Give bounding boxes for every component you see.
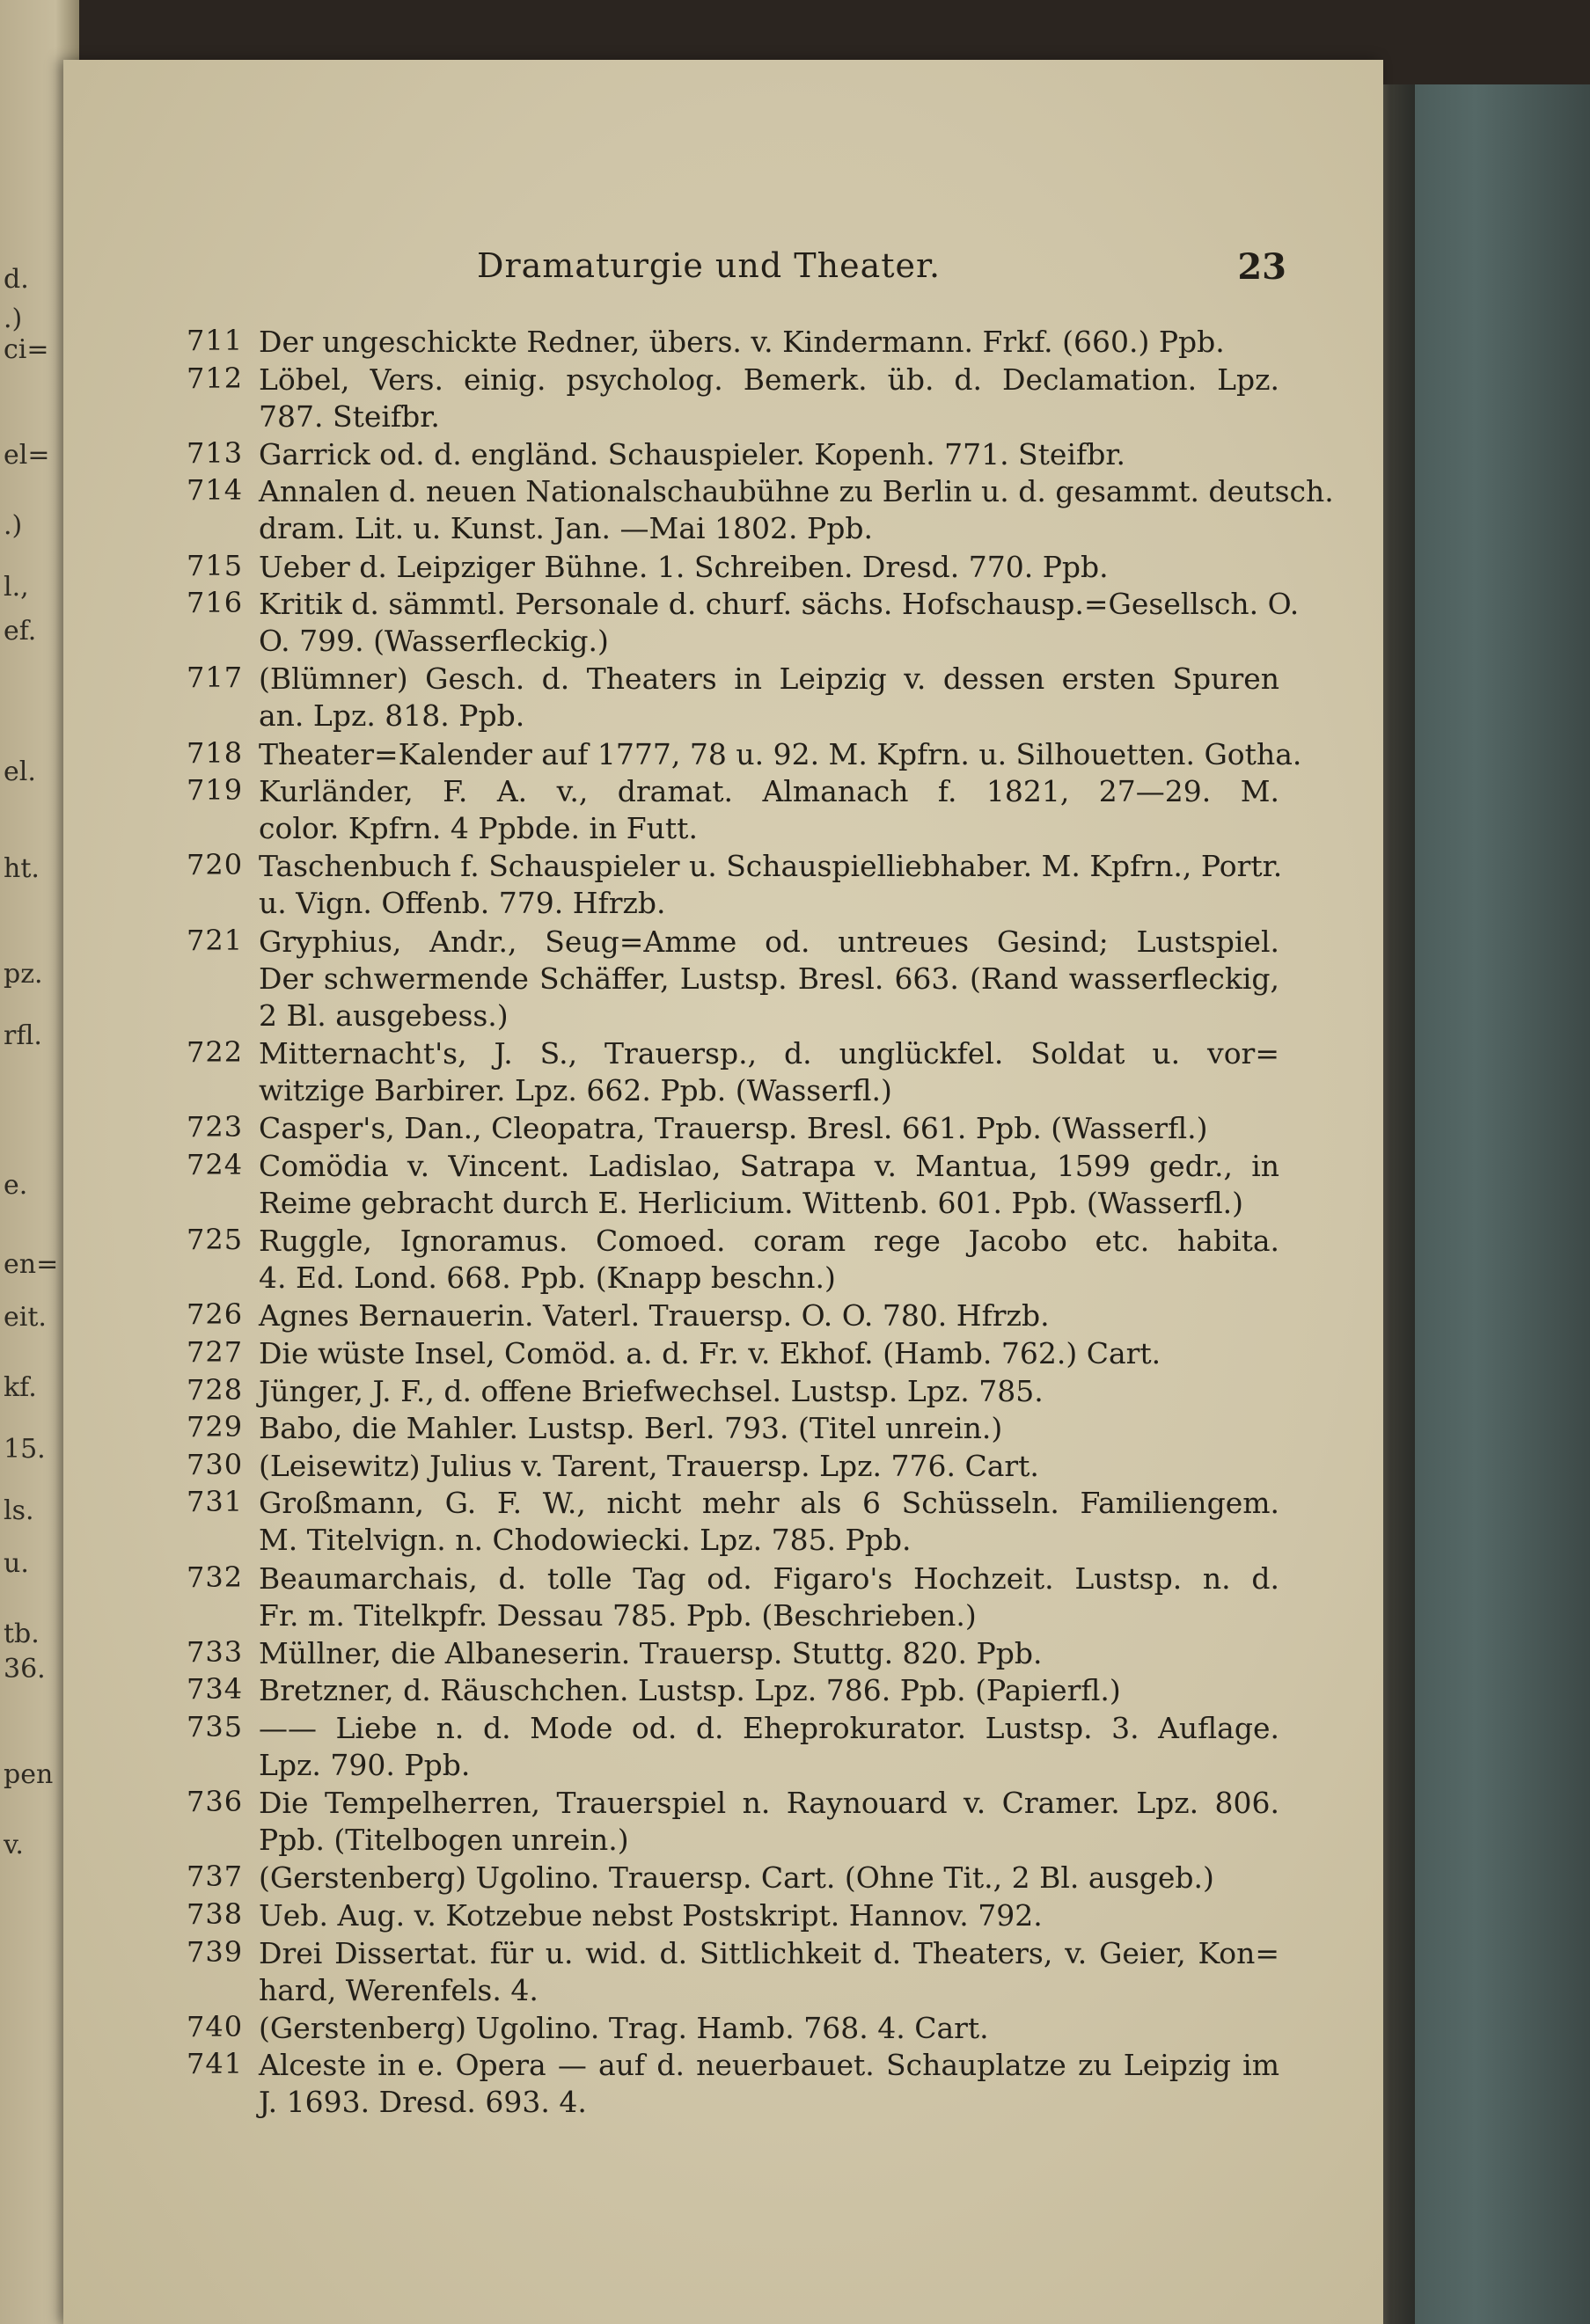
entry-text-line: Fr. m. Titelkpfr. Dessau 785. Ppb. (Beschrieben.) — [259, 1597, 977, 1633]
entry-number: 719 — [187, 773, 244, 808]
prev-page-fragment: 36. — [4, 1654, 46, 1685]
entry-text-line: J. 1693. Dresd. 693. 4. — [259, 2085, 587, 2120]
prev-page-fragment: u. — [4, 1548, 29, 1579]
entry-number: 724 — [187, 1148, 244, 1182]
entry-number: 740 — [187, 2009, 244, 2043]
entry-text-line: Gryphius, Andr., Seug=Amme od. untreues Gesind; Lustspiel. — [259, 924, 1279, 959]
entry-number: 715 — [187, 548, 244, 582]
entry-number: 737 — [187, 1860, 244, 1894]
entry-text-line: Großmann, G. F. W., nicht mehr als 6 Schüsseln. Familiengem. — [259, 1486, 1279, 1521]
entry-number: 730 — [187, 1447, 244, 1481]
catalog-entry — [63, 1035, 1295, 1110]
catalog-entry — [63, 324, 1295, 362]
prev-page-fragment: e. — [4, 1170, 28, 1201]
prev-page-fragment: kf. — [4, 1372, 37, 1403]
entry-text-line: Ppb. (Titelbogen unrein.) — [259, 1823, 629, 1858]
entry-number: 732 — [187, 1560, 244, 1594]
catalog-entry — [63, 1410, 1295, 1448]
entry-number: 739 — [187, 1934, 244, 1969]
running-header — [477, 246, 1286, 299]
book-binding — [1399, 84, 1590, 2324]
entry-text-line: Der schwermende Schäffer, Lustsp. Bresl. 663. (Rand wasserfleckig, — [259, 961, 1279, 996]
catalog-entry — [63, 1860, 1295, 1897]
catalog-entry — [63, 436, 1295, 474]
entry-number: 712 — [187, 361, 244, 395]
entry-number: 717 — [187, 661, 244, 695]
catalog-entry — [63, 1935, 1295, 2010]
entry-text-line: Theater=Kalender auf 1777, 78 u. 92. M. Kpfrn. u. Silhouetten. Gotha. — [259, 736, 1302, 771]
entry-text-line: Garrick od. d. engländ. Schauspieler. Kopenh. 771. Steifbr. — [259, 436, 1125, 471]
prev-page-fragment: pen — [4, 1759, 54, 1790]
entry-text-line: (Gerstenberg) Ugolino. Trag. Hamb. 768. 4. Cart. — [259, 2010, 989, 2045]
catalog-entry — [63, 1223, 1295, 1297]
entry-text-line: Löbel, Vers. einig. psycholog. Bemerk. üb. d. Declamation. Lpz. — [259, 362, 1279, 397]
catalog-entry — [63, 924, 1295, 1036]
catalog-entries — [63, 324, 1334, 2123]
catalog-entry — [63, 2047, 1295, 2122]
entry-text-line: hard, Werenfels. 4. — [259, 1972, 539, 2007]
catalog-entry — [63, 1297, 1295, 1335]
page-number: 23 — [1237, 246, 1286, 288]
catalog-entry — [63, 1148, 1295, 1223]
entry-text-line: Müllner, die Albaneserin. Trauersp. Stuttg. 820. Ppb. — [259, 1635, 1043, 1670]
entry-number: 714 — [187, 473, 244, 508]
entry-text-line: Lpz. 790. Ppb. — [259, 1747, 471, 1782]
prev-page-fragment: .) — [4, 510, 23, 541]
catalog-entry — [63, 1448, 1295, 1486]
entry-number: 713 — [187, 435, 244, 470]
entry-text-line: 2 Bl. ausgebess.) — [259, 998, 509, 1033]
catalog-entry — [63, 2010, 1295, 2048]
prev-page-fragment: eit. — [4, 1302, 47, 1333]
prev-page-fragment: l., — [4, 572, 29, 603]
prev-page-fragment: ef. — [4, 616, 37, 647]
catalog-entry — [63, 1110, 1295, 1148]
entry-text-line: (Leisewitz) Julius v. Tarent, Trauersp. Lpz. 776. Cart. — [259, 1448, 1039, 1483]
prev-page-fragment: pz. — [4, 959, 43, 990]
entry-number: 723 — [187, 1110, 244, 1144]
entry-number: 736 — [187, 1785, 244, 1819]
entry-number: 722 — [187, 1035, 244, 1070]
catalog-entry — [63, 661, 1295, 735]
entry-number: 734 — [187, 1672, 244, 1706]
catalog-entry — [63, 1373, 1295, 1411]
entry-text-line: Reime gebracht durch E. Herlicium. Wittenb. 601. Ppb. (Wasserfl.) — [259, 1186, 1244, 1221]
catalog-entry — [63, 1672, 1295, 1710]
catalog-entry — [63, 586, 1300, 661]
entry-text-line: Annalen d. neuen Nationalschaubühne zu Berlin u. d. gesammt. deutsch. — [259, 474, 1334, 509]
prev-page-fragment: ht. — [4, 853, 40, 884]
entry-number: 711 — [187, 324, 244, 357]
prev-page-fragment: v. — [4, 1830, 24, 1860]
entry-number: 733 — [187, 1634, 244, 1669]
catalog-entry — [63, 1897, 1295, 1935]
catalog-entry — [63, 1560, 1295, 1635]
entry-text-line: witzige Barbirer. Lpz. 662. Ppb. (Wasserfl.) — [259, 1073, 892, 1108]
entry-text-line: u. Vign. Offenb. 779. Hfrzb. — [259, 886, 666, 921]
entry-text-line: Ueber d. Leipziger Bühne. 1. Schreiben. Dresd. 770. Ppb. — [259, 549, 1109, 584]
entry-number: 738 — [187, 1896, 244, 1931]
entry-text-line: Drei Dissertat. für u. wid. d. Sittlichkeit d. Theaters, v. Geier, Kon= — [259, 1935, 1279, 1970]
entry-number: 716 — [187, 586, 244, 620]
entry-text-line: Alceste in e. Opera — auf d. neuerbauet. Schauplatze zu Leipzig im — [259, 2048, 1279, 2083]
entry-text-line: color. Kpfrn. 4 Ppbde. in Futt. — [259, 811, 698, 846]
entry-text-line: Casper's, Dan., Cleopatra, Trauersp. Bresl. 661. Ppb. (Wasserfl.) — [259, 1111, 1208, 1146]
catalog-entry — [63, 848, 1295, 923]
entry-text-line: Comödia v. Vincent. Ladislao, Satrapa v. Mantua, 1599 gedr., in — [259, 1149, 1279, 1184]
catalog-entry — [63, 549, 1295, 587]
entry-text-line: (Gerstenberg) Ugolino. Trauersp. Cart. (Ohne Tit., 2 Bl. ausgeb.) — [259, 1860, 1214, 1896]
catalog-entry — [63, 1710, 1295, 1785]
entry-number: 721 — [187, 923, 244, 957]
entry-number: 729 — [187, 1410, 244, 1444]
entry-number: 718 — [187, 735, 244, 770]
entry-text-line: 4. Ed. Lond. 668. Ppb. (Knapp beschn.) — [259, 1261, 836, 1296]
prev-page-fragment: ci= — [4, 334, 49, 365]
entry-number: 741 — [187, 2047, 244, 2081]
entry-text-line: O. 799. (Wasserfleckig.) — [259, 624, 609, 659]
entry-text-line: Kurländer, F. A. v., dramat. Almanach f. 1821, 27—29. M. — [259, 774, 1279, 809]
entry-text-line: Jünger, J. F., d. offene Briefwechsel. Lustsp. Lpz. 785. — [259, 1373, 1044, 1408]
catalog-entry — [63, 362, 1295, 436]
entry-text-line: (Blümner) Gesch. d. Theaters in Leipzig v. dessen ersten Spuren — [259, 661, 1279, 697]
catalog-entry — [63, 735, 1302, 774]
entry-text-line: Taschenbuch f. Schauspieler u. Schauspielliebhaber. M. Kpfrn., Portr. — [259, 849, 1283, 884]
entry-text-line: Ruggle, Ignoramus. Comoed. coram rege Jacobo etc. habita. — [259, 1224, 1279, 1259]
entry-text-line: Die wüste Insel, Comöd. a. d. Fr. v. Ekhof. (Hamb. 762.) Cart. — [259, 1336, 1161, 1371]
entry-text-line: Ueb. Aug. v. Kotzebue nebst Postskript. Hannov. 792. — [259, 1897, 1043, 1933]
prev-page-fragment: d. — [4, 264, 29, 295]
prev-page-fragment: tb. — [4, 1619, 40, 1649]
catalog-entry — [63, 473, 1334, 548]
prev-page-fragment: en= — [4, 1249, 59, 1280]
entry-number: 727 — [187, 1335, 244, 1370]
entry-text-line: Die Tempelherren, Trauerspiel n. Raynouard v. Cramer. Lpz. 806. — [259, 1786, 1279, 1821]
entry-number: 726 — [187, 1297, 244, 1332]
catalog-entry — [63, 1635, 1295, 1673]
entry-text-line: —— Liebe n. d. Mode od. d. Eheprokurator. Lustsp. 3. Auflage. — [259, 1710, 1279, 1745]
catalog-entry — [63, 773, 1295, 848]
entry-number: 725 — [187, 1223, 244, 1257]
entry-text-line: 787. Steifbr. — [259, 398, 440, 434]
catalog-entry — [63, 1785, 1295, 1860]
entry-text-line: Kritik d. sämmtl. Personale d. churf. sächs. Hofschausp.=Gesellsch. O. — [259, 587, 1300, 622]
prev-page-fragment: el. — [4, 756, 36, 787]
entry-text-line: Babo, die Mahler. Lustsp. Berl. 793. (Titel unrein.) — [259, 1411, 1003, 1446]
prev-page-fragment: rfl. — [4, 1020, 42, 1051]
prev-page-fragment: .) — [4, 303, 23, 334]
entry-text-line: Der ungeschickte Redner, übers. v. Kindermann. Frkf. (660.) Ppb. — [259, 325, 1225, 359]
entry-number: 720 — [187, 848, 244, 882]
entry-text-line: Beaumarchais, d. tolle Tag od. Figaro's Hochzeit. Lustsp. n. d. — [259, 1560, 1279, 1596]
prev-page-fragment: el= — [4, 440, 50, 471]
entry-number: 735 — [187, 1709, 244, 1743]
page-title: Dramaturgie und Theater. — [477, 246, 942, 285]
entry-text-line: dram. Lit. u. Kunst. Jan. —Mai 1802. Ppb. — [259, 511, 873, 546]
prev-page-fragment: 15. — [4, 1434, 46, 1465]
entry-text-line: M. Titelvign. n. Chodowiecki. Lpz. 785. Ppb. — [259, 1523, 912, 1558]
entry-number: 731 — [187, 1485, 244, 1519]
catalog-entry — [63, 1485, 1295, 1560]
entry-number: 728 — [187, 1372, 244, 1407]
prev-page-fragment: ls. — [4, 1495, 34, 1526]
entry-text-line: Agnes Bernauerin. Vaterl. Trauersp. O. O. 780. Hfrzb. — [259, 1298, 1050, 1334]
book-page — [63, 60, 1383, 2324]
entry-text-line: Mitternacht's, J. S., Trauersp., d. unglückfel. Soldat u. vor= — [259, 1036, 1279, 1071]
entry-text-line: an. Lpz. 818. Ppb. — [259, 698, 525, 734]
entry-text-line: Bretzner, d. Räuschchen. Lustsp. Lpz. 786. Ppb. (Papierfl.) — [259, 1673, 1121, 1708]
catalog-entry — [63, 1335, 1295, 1373]
